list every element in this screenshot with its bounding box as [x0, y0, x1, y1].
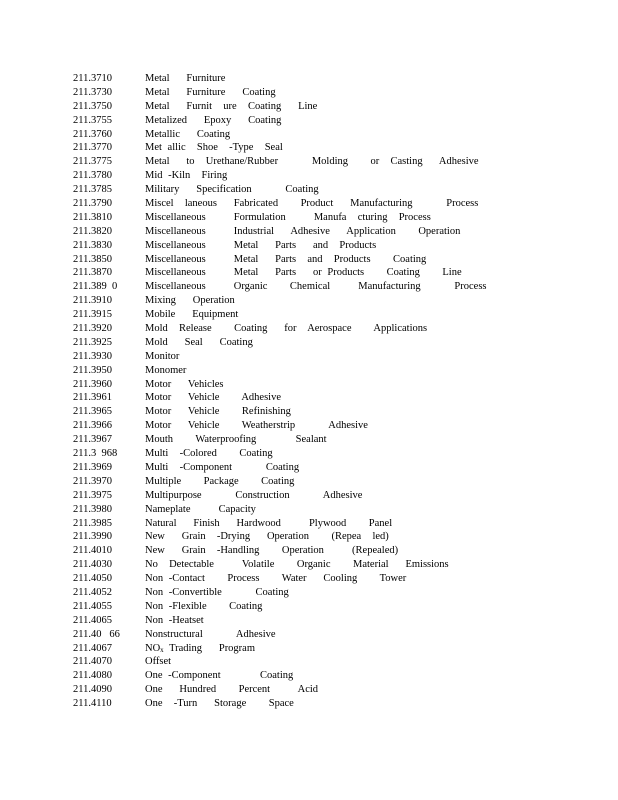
- list-item: [73, 100, 487, 114]
- list-item: [73, 517, 487, 531]
- term-title: [145, 308, 238, 322]
- list-item: [73, 211, 487, 225]
- list-item: [73, 114, 487, 128]
- term-title: [145, 155, 479, 169]
- term-title: [145, 169, 227, 183]
- list-item: [73, 489, 487, 503]
- list-item: [73, 391, 487, 405]
- term-text: Miscellaneous Metal Parts and Products Coating: [145, 253, 427, 265]
- term-text: Mold Seal Coating: [145, 336, 253, 348]
- section-number: 211.4090: [73, 684, 112, 696]
- list-item: [73, 86, 487, 100]
- list-item: [73, 378, 487, 392]
- list-item: [73, 183, 487, 197]
- term-text: One Hundred Percent Acid: [145, 684, 319, 696]
- list-item: [73, 294, 487, 308]
- section-number: 211.3750: [73, 100, 112, 112]
- list-item: [73, 128, 487, 142]
- term-title: [145, 669, 293, 683]
- list-item: [73, 253, 487, 267]
- term-text: NO: [145, 642, 161, 654]
- list-item: [73, 197, 487, 211]
- term-text: Miscellaneous Metal Parts and Products: [145, 239, 377, 251]
- term-text: No Detectable Volatile Organic Material Emissions: [145, 559, 449, 571]
- list-item: [73, 280, 487, 294]
- section-number: 211.40 66: [73, 628, 120, 640]
- term-title: [145, 364, 186, 378]
- list-item: [73, 72, 487, 86]
- section-number: 211.3730: [73, 86, 112, 98]
- section-number: 211.4050: [73, 573, 112, 585]
- term-text: Met allic Shoe -Type Seal: [145, 142, 283, 154]
- term-text: New Grain -Drying Operation (Repea led): [145, 531, 389, 543]
- term-text: Offset: [145, 656, 172, 668]
- term-text: New Grain -Handling Operation (Repealed): [145, 545, 399, 557]
- list-item: [73, 364, 487, 378]
- section-number: 211.3 968: [73, 448, 118, 460]
- term-title: [145, 628, 276, 642]
- term-title: [145, 114, 281, 128]
- term-text: Non -Convertible Coating: [145, 586, 289, 598]
- list-item: [73, 169, 487, 183]
- section-number: 211.4010: [73, 545, 112, 557]
- term-title: [145, 572, 406, 586]
- term-title: [145, 266, 462, 280]
- term-text: Mobile Equipment: [145, 309, 239, 321]
- term-subscript: x: [160, 645, 164, 654]
- section-number: 211.3760: [73, 128, 112, 140]
- list-item: [73, 655, 487, 669]
- term-text: Miscellaneous Industrial Adhesive Application Operation: [145, 225, 461, 237]
- section-number: 211.3930: [73, 350, 112, 362]
- list-item: [73, 503, 487, 517]
- list-item: [73, 266, 487, 280]
- term-title: [145, 642, 255, 656]
- section-number: 211.3950: [73, 364, 112, 376]
- list-item: [73, 558, 487, 572]
- term-text: Multi -Colored Coating: [145, 448, 273, 460]
- list-item: [73, 614, 487, 628]
- list-item: [73, 447, 487, 461]
- term-text: Metal Furniture: [145, 73, 226, 84]
- section-number: 211.3870: [73, 267, 112, 279]
- term-title: [145, 655, 171, 669]
- list-item: [73, 141, 487, 155]
- list-item: [73, 350, 487, 364]
- section-number: 211.3990: [73, 531, 112, 543]
- term-title: [145, 197, 478, 211]
- section-number: 211.3810: [73, 211, 112, 223]
- list-item: [73, 433, 487, 447]
- term-title: [145, 517, 392, 531]
- section-number: 211.4110: [73, 698, 112, 710]
- term-title: [145, 239, 376, 253]
- section-number: 211.4067: [73, 642, 112, 654]
- term-text: One -Component Coating: [145, 670, 294, 682]
- section-number: 211.4030: [73, 559, 112, 571]
- definition-index-list: [73, 72, 487, 711]
- section-number: 211.3850: [73, 253, 112, 265]
- section-number: 211.389 0: [73, 281, 118, 293]
- term-title: [145, 391, 281, 405]
- section-number: 211.3975: [73, 489, 112, 501]
- term-title: [145, 294, 235, 308]
- list-item: [73, 697, 487, 711]
- term-text: Mid -Kiln Firing: [145, 170, 228, 182]
- section-number: 211.3965: [73, 406, 112, 418]
- term-text: Metallic Coating: [145, 128, 231, 140]
- section-number: 211.4055: [73, 600, 112, 612]
- section-number: 211.3985: [73, 517, 112, 529]
- term-text: Monomer: [145, 364, 187, 376]
- term-title: [145, 253, 426, 267]
- term-text: Motor Vehicle Refinishing: [145, 406, 291, 418]
- term-text: Miscellaneous Organic Chemical Manufacturing Process: [145, 281, 487, 293]
- list-item: [73, 419, 487, 433]
- list-item: [73, 628, 487, 642]
- list-item: [73, 308, 487, 322]
- term-title: [145, 322, 427, 336]
- section-number: 211.4052: [73, 586, 112, 598]
- term-text: Nameplate Capacity: [145, 503, 256, 515]
- section-number: 211.4065: [73, 614, 112, 626]
- term-title: [145, 350, 179, 364]
- list-item: [73, 225, 487, 239]
- term-text: Miscellaneous Formulation Manufa cturing Process: [145, 211, 431, 223]
- term-text: Metalized Epoxy Coating: [145, 114, 282, 126]
- list-item: [73, 600, 487, 614]
- term-title: [145, 530, 389, 544]
- term-text: Non -Flexible Coating: [145, 600, 263, 612]
- term-title: [145, 378, 224, 392]
- term-title: [145, 503, 256, 517]
- term-title: [145, 683, 318, 697]
- list-item: [73, 155, 487, 169]
- term-text: Multiple Package Coating: [145, 475, 295, 487]
- term-title: [145, 280, 487, 294]
- section-number: 211.3966: [73, 420, 112, 432]
- term-text: Military Specification Coating: [145, 184, 319, 196]
- term-title: [145, 128, 230, 142]
- section-number: 211.3915: [73, 309, 112, 321]
- section-number: 211.3710: [73, 73, 112, 84]
- term-text: Motor Vehicle Weatherstrip Adhesive: [145, 420, 368, 432]
- term-title: [145, 447, 273, 461]
- term-title: [145, 141, 283, 155]
- section-number: 211.4070: [73, 656, 112, 668]
- term-title: [145, 544, 398, 558]
- term-title: [145, 336, 253, 350]
- term-text: Non -Heatset: [145, 614, 204, 626]
- section-number: 211.3755: [73, 114, 112, 126]
- section-number: 211.4080: [73, 670, 112, 682]
- term-title: [145, 697, 294, 711]
- section-number: 211.3770: [73, 142, 112, 154]
- section-number: 211.3960: [73, 378, 112, 390]
- list-item: [73, 669, 487, 683]
- section-number: 211.3790: [73, 198, 112, 210]
- list-item: [73, 475, 487, 489]
- section-number: 211.3910: [73, 295, 112, 307]
- section-number: 211.3920: [73, 323, 112, 335]
- section-number: 211.3820: [73, 225, 112, 237]
- term-text: One -Turn Storage Space: [145, 698, 294, 710]
- list-item: [73, 544, 487, 558]
- term-title: [145, 433, 327, 447]
- term-title: [145, 600, 262, 614]
- term-title: [145, 419, 368, 433]
- term-text: Monitor: [145, 350, 180, 362]
- list-item: [73, 239, 487, 253]
- term-title: [145, 211, 431, 225]
- list-item: [73, 405, 487, 419]
- term-text: Mixing Operation: [145, 295, 235, 307]
- term-text: Multi -Component Coating: [145, 461, 300, 473]
- term-title: [145, 72, 225, 86]
- section-number: 211.3925: [73, 336, 112, 348]
- list-item: [73, 683, 487, 697]
- list-item: [73, 322, 487, 336]
- term-text: Non -Contact Process Water Cooling Tower: [145, 573, 407, 585]
- term-title: [145, 405, 291, 419]
- term-title: [145, 461, 299, 475]
- term-title: [145, 614, 204, 628]
- term-text: Miscel laneous Fabricated Product Manufacturing Process: [145, 198, 479, 210]
- section-number: 211.3970: [73, 475, 112, 487]
- section-number: 211.3969: [73, 461, 112, 473]
- term-title: [145, 225, 460, 239]
- term-text: Natural Finish Hardwood Plywood Panel: [145, 517, 393, 529]
- term-title: [145, 475, 294, 489]
- term-text: Motor Vehicles: [145, 378, 224, 390]
- section-number: 211.3780: [73, 170, 112, 182]
- term-title: [145, 558, 449, 572]
- term-title: [145, 586, 289, 600]
- term-title: [145, 86, 276, 100]
- term-text: Mold Release Coating for Aerospace Applications: [145, 323, 428, 335]
- section-number: 211.3967: [73, 434, 112, 446]
- term-text: Metal Furnit ure Coating Line: [145, 100, 318, 112]
- term-text: Motor Vehicle Adhesive: [145, 392, 281, 404]
- section-number: 211.3775: [73, 156, 112, 168]
- list-item: [73, 642, 487, 656]
- term-title: [145, 100, 317, 114]
- term-text: Metal Furniture Coating: [145, 86, 276, 98]
- term-text-continued: Trading Program: [163, 642, 256, 654]
- list-item: [73, 461, 487, 475]
- section-number: 211.3785: [73, 184, 112, 196]
- term-text: Miscellaneous Metal Parts or Products Coating Line: [145, 267, 462, 279]
- term-title: [145, 489, 362, 503]
- term-title: [145, 183, 319, 197]
- section-number: 211.3830: [73, 239, 112, 251]
- list-item: [73, 586, 487, 600]
- list-item: [73, 530, 487, 544]
- list-item: [73, 572, 487, 586]
- term-text: Nonstructural Adhesive: [145, 628, 276, 640]
- section-number: 211.3980: [73, 503, 112, 515]
- list-item: [73, 336, 487, 350]
- section-number: 211.3961: [73, 392, 112, 404]
- term-text: Multipurpose Construction Adhesive: [145, 489, 363, 501]
- term-text: Metal to Urethane/Rubber Molding or Casting Adhesive: [145, 156, 479, 168]
- term-text: Mouth Waterproofing Sealant: [145, 434, 327, 446]
